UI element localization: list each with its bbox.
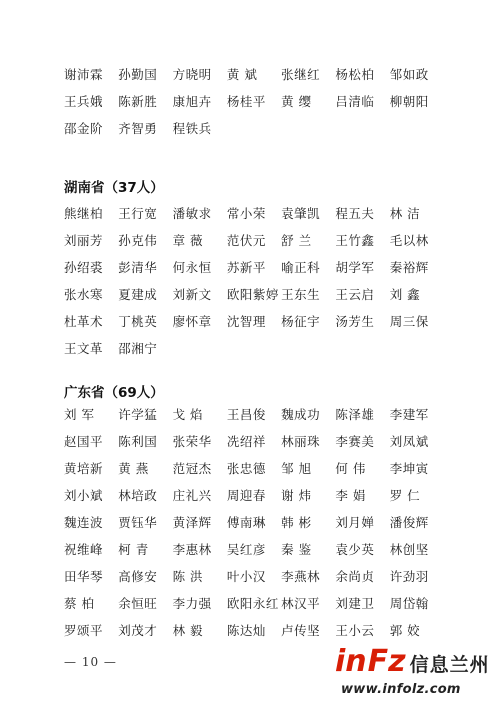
name-entry: 林 毅	[172, 622, 204, 638]
name-entry: 陈 洪	[172, 568, 204, 584]
name-entry: 罗 仁	[389, 487, 421, 503]
name-entry: 刘 军	[64, 406, 95, 422]
name-entry: 韩 彬	[281, 514, 312, 530]
name-entry: 邹 旭	[281, 460, 312, 476]
name-entry: 罗颂平	[64, 622, 104, 638]
name-entry: 黄培新	[64, 460, 104, 476]
name-entry: 王竹鑫	[335, 232, 375, 248]
name-entry: 程铁兵	[172, 120, 212, 136]
name-row	[64, 616, 444, 643]
name-entry: 欧阳永红	[226, 595, 279, 611]
name-entry: 黄泽辉	[172, 514, 212, 530]
name-entry: 孙绍裘	[64, 259, 104, 275]
name-row	[64, 334, 444, 361]
name-entry: 刘 鑫	[389, 286, 421, 302]
name-row	[64, 508, 444, 535]
name-entry: 黄 斌	[226, 66, 258, 82]
name-entry: 秦裕辉	[389, 259, 429, 275]
name-entry: 李建军	[389, 406, 429, 422]
name-entry: 刘月婵	[335, 514, 375, 530]
name-entry: 丁桃英	[118, 313, 158, 329]
name-entry: 张水寒	[64, 286, 104, 302]
name-row	[64, 226, 444, 253]
name-entry: 舒 兰	[281, 232, 312, 248]
name-entry: 刘丽芳	[64, 232, 104, 248]
name-entry: 袁少英	[335, 541, 375, 557]
name-entry: 王东生	[281, 286, 321, 302]
name-entry: 柯 青	[118, 541, 149, 557]
name-entry: 林 洁	[389, 205, 421, 221]
name-entry: 常小荣	[226, 205, 266, 221]
name-entry: 秦 鉴	[281, 541, 312, 557]
name-entry: 谢 炜	[281, 487, 312, 503]
name-entry: 吴红彦	[226, 541, 266, 557]
name-entry: 何永恒	[172, 259, 212, 275]
name-entry: 刘茂才	[118, 622, 158, 638]
section-heading-guangdong: 广东省（69人）	[64, 385, 164, 401]
name-entry: 陈新胜	[118, 93, 158, 109]
name-entry: 章 薇	[172, 232, 204, 248]
name-entry: 邵金阶	[64, 120, 104, 136]
name-entry: 周岱翰	[389, 595, 429, 611]
page-number: — 10 —	[64, 655, 117, 669]
name-list-guangdong	[64, 400, 444, 643]
name-entry: 康旭卉	[172, 93, 212, 109]
name-entry: 高修安	[118, 568, 158, 584]
name-entry: 李燕林	[281, 568, 321, 584]
name-entry: 王昌俊	[226, 406, 266, 422]
name-entry: 张忠德	[226, 460, 266, 476]
name-entry: 李坤寅	[389, 460, 429, 476]
name-entry: 潘敏求	[172, 205, 212, 221]
name-entry: 林培政	[118, 487, 158, 503]
name-entry: 邵湘宁	[118, 340, 158, 356]
watermark-url: www.infolz.com	[341, 682, 461, 697]
name-entry: 余恒旺	[118, 595, 158, 611]
name-entry: 田华琴	[64, 568, 104, 584]
name-entry: 林丽珠	[281, 433, 321, 449]
name-entry: 杨桂平	[226, 93, 266, 109]
name-row	[64, 307, 444, 334]
name-entry: 林汉平	[281, 595, 321, 611]
logo-fz-text: Fz	[367, 644, 406, 679]
name-entry: 胡学军	[335, 259, 375, 275]
name-entry: 郭 姣	[389, 622, 421, 638]
name-entry: 谢沛霖	[64, 66, 104, 82]
section-heading-hunan: 湖南省（37人）	[64, 180, 164, 196]
name-row	[64, 481, 444, 508]
name-entry: 魏成功	[281, 406, 321, 422]
watermark-logo	[335, 641, 497, 703]
name-entry: 余尚贞	[335, 568, 375, 584]
name-entry: 熊继柏	[64, 205, 104, 221]
name-entry: 孙勤国	[118, 66, 158, 82]
name-entry: 刘凤斌	[389, 433, 429, 449]
name-entry: 王云启	[335, 286, 375, 302]
name-entry: 毛以林	[389, 232, 429, 248]
name-entry: 陈泽雄	[335, 406, 375, 422]
name-entry: 潘俊辉	[389, 514, 429, 530]
name-entry: 李 娟	[335, 487, 366, 503]
name-entry: 李惠林	[172, 541, 212, 557]
name-entry: 柳朝阳	[389, 93, 429, 109]
name-entry: 王文革	[64, 340, 104, 356]
name-row	[64, 280, 444, 307]
name-entry: 许学猛	[118, 406, 158, 422]
name-entry: 黄 缨	[281, 93, 312, 109]
name-list-top	[64, 60, 444, 141]
name-entry: 林创坚	[389, 541, 429, 557]
name-row	[64, 253, 444, 280]
name-entry: 廖怀章	[172, 313, 212, 329]
name-entry: 贾钰华	[118, 514, 158, 530]
name-row	[64, 562, 444, 589]
name-entry: 方晓明	[172, 66, 212, 82]
name-row	[64, 87, 444, 114]
name-entry: 祝维峰	[64, 541, 104, 557]
name-row	[64, 589, 444, 616]
logo-cn-text: 信息兰州	[409, 654, 490, 676]
name-row	[64, 535, 444, 562]
name-entry: 周三保	[389, 313, 429, 329]
name-entry: 欧阳紫婷	[226, 286, 279, 302]
name-entry: 陈达灿	[226, 622, 266, 638]
name-row	[64, 114, 444, 141]
name-entry: 李力强	[172, 595, 212, 611]
name-entry: 吕清临	[335, 93, 375, 109]
logo-in-text: in	[335, 644, 367, 679]
name-entry: 齐智勇	[118, 120, 158, 136]
name-entry: 程五夫	[335, 205, 375, 221]
name-entry: 王行宽	[118, 205, 158, 221]
name-entry: 蔡 柏	[64, 595, 95, 611]
name-row	[64, 199, 444, 226]
name-entry: 王兵娥	[64, 93, 104, 109]
name-entry: 叶小汉	[226, 568, 266, 584]
name-entry: 喻正科	[281, 259, 321, 275]
name-entry: 彭清华	[118, 259, 158, 275]
name-entry: 杨松柏	[335, 66, 375, 82]
name-entry: 戈 焰	[172, 406, 204, 422]
name-entry: 许劲羽	[389, 568, 429, 584]
name-entry: 卢传坚	[281, 622, 321, 638]
name-entry: 杨征宇	[281, 313, 321, 329]
name-entry: 邹如政	[389, 66, 429, 82]
name-entry: 黄 燕	[118, 460, 149, 476]
name-entry: 汤芳生	[335, 313, 375, 329]
name-list-hunan	[64, 199, 444, 361]
name-entry: 苏新平	[226, 259, 266, 275]
name-entry: 夏建成	[118, 286, 158, 302]
name-row	[64, 400, 444, 427]
name-entry: 王小云	[335, 622, 375, 638]
name-row	[64, 60, 444, 87]
name-entry: 杜革术	[64, 313, 104, 329]
brand-logo	[335, 641, 490, 677]
name-row	[64, 454, 444, 481]
name-entry: 傅南琳	[226, 514, 266, 530]
name-entry: 范伏元	[226, 232, 266, 248]
name-entry: 陈利国	[118, 433, 158, 449]
name-entry: 张荣华	[172, 433, 212, 449]
name-entry: 刘建卫	[335, 595, 375, 611]
name-entry: 范冠杰	[172, 460, 212, 476]
name-entry: 袁肇凯	[281, 205, 321, 221]
name-entry: 孙克伟	[118, 232, 158, 248]
name-entry: 刘小斌	[64, 487, 104, 503]
name-entry: 周迎春	[226, 487, 266, 503]
name-entry: 张继红	[281, 66, 321, 82]
name-entry: 何 伟	[335, 460, 366, 476]
name-entry: 魏连波	[64, 514, 104, 530]
name-entry: 刘新文	[172, 286, 212, 302]
name-entry: 沈智理	[226, 313, 266, 329]
name-entry: 赵国平	[64, 433, 104, 449]
name-entry: 庄礼兴	[172, 487, 212, 503]
name-row	[64, 427, 444, 454]
name-entry: 冼绍祥	[226, 433, 266, 449]
name-entry: 李赛美	[335, 433, 375, 449]
